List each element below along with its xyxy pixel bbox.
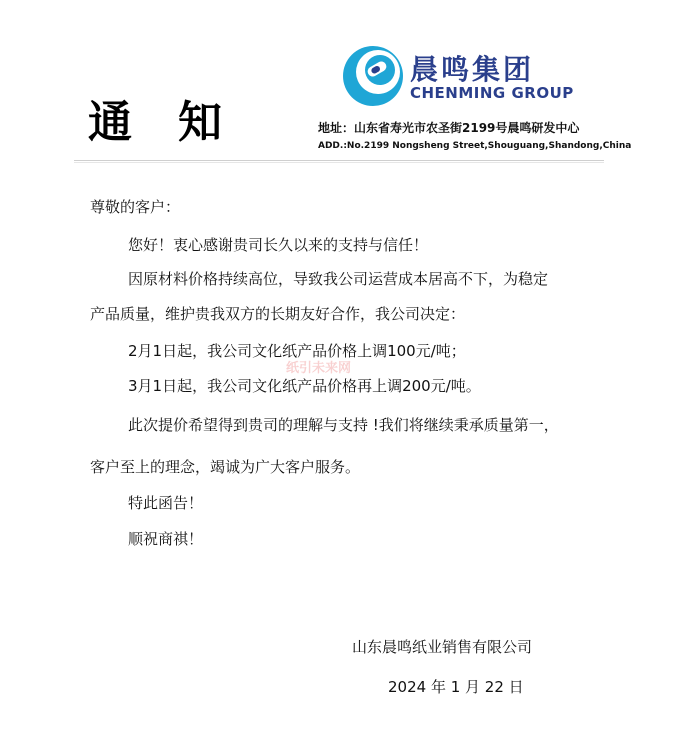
signature-date: 2024 年 1 月 22 日: [388, 678, 524, 696]
letter-line: 产品质量，维护贵我双方的长期友好合作，我公司决定：: [90, 305, 466, 323]
salutation: 尊敬的客户：: [90, 198, 181, 216]
letter-line: 因原材料价格持续高位，导致我公司运营成本居高不下，为稳定: [128, 270, 549, 288]
letter-line: 特此函告！: [128, 494, 204, 512]
brand-name-en: CHENMING GROUP: [410, 84, 574, 102]
letter-line: 顺祝商祺！: [128, 530, 204, 548]
notice-title: 通知: [88, 97, 268, 148]
letter-line: 2月1日起，我公司文化纸产品价格上调100元/吨；: [128, 342, 466, 360]
brand-name-cn: 晨鸣集团: [410, 53, 535, 86]
letter-line: 您好！衷心感谢贵司长久以来的支持与信任！: [128, 236, 429, 254]
header-divider: [74, 160, 604, 161]
address-en: ADD.:No.2199 Nongsheng Street,Shouguang,Shandong,China: [318, 141, 632, 151]
letter-line: 客户至上的理念，竭诚为广大客户服务。: [90, 458, 361, 476]
letter-line: 此次提价希望得到贵司的理解与支持 !我们将继续秉承质量第一，: [128, 416, 559, 434]
chenming-logo-icon: [340, 42, 406, 108]
watermark: 纸引未来网: [286, 361, 352, 376]
letter-line: 3月1日起，我公司文化纸产品价格再上调200元/吨。: [128, 377, 481, 395]
address-cn: 地址：山东省寿光市农圣街2199号晨鸣研发中心: [318, 121, 580, 135]
signature-company: 山东晨鸣纸业销售有限公司: [352, 638, 533, 656]
